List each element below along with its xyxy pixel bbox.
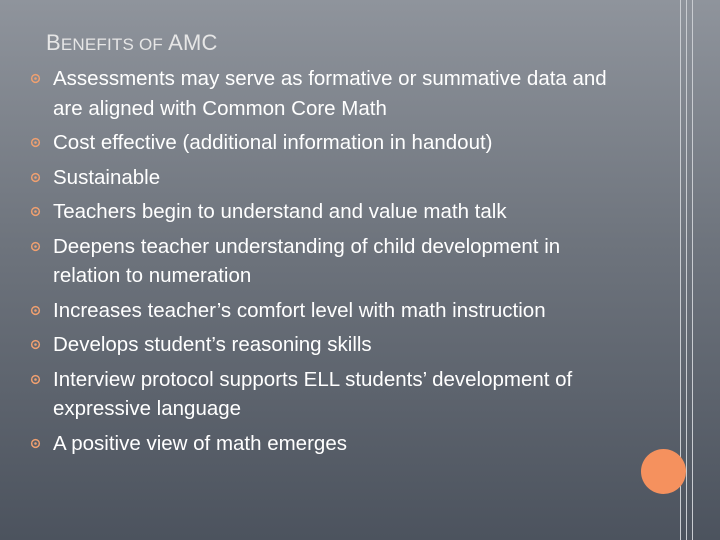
bullet-item xyxy=(28,330,628,360)
sun-bullet-icon xyxy=(30,73,41,84)
bullet-item xyxy=(28,365,628,424)
bullet-text: Deepens teacher understanding of child development in relation to numeration xyxy=(53,234,561,287)
sun-bullet-icon xyxy=(30,137,41,148)
title-lead: B xyxy=(46,30,61,55)
sun-bullet-icon xyxy=(30,305,41,316)
slide-title xyxy=(46,30,218,56)
sun-bullet-icon xyxy=(30,374,41,385)
bullet-text: Teachers begin to understand and value math talk xyxy=(53,200,507,223)
bullet-item xyxy=(28,197,628,227)
sun-bullet-icon xyxy=(30,438,41,449)
bullet-text: Increases teacher’s comfort level with math instruction xyxy=(53,298,546,322)
bullet-text: Cost effective (additional information in handout) xyxy=(53,131,493,154)
bullet-text: Interview protocol supports ELL students’ development of expressive language xyxy=(53,367,573,420)
title-end: AMC xyxy=(163,30,218,55)
bullet-list xyxy=(28,64,628,463)
sun-bullet-icon xyxy=(30,206,41,217)
edge-line-2 xyxy=(686,0,687,540)
bullet-text: A positive view of math emerges xyxy=(53,431,347,455)
bullet-text: Sustainable xyxy=(53,165,161,189)
edge-line-3 xyxy=(692,0,693,540)
sun-bullet-icon xyxy=(30,241,41,252)
sun-bullet-icon xyxy=(30,339,41,350)
bullet-item xyxy=(28,64,628,123)
bullet-item xyxy=(28,296,628,326)
bullet-item xyxy=(28,429,628,459)
bullet-item xyxy=(28,232,628,291)
bullet-item xyxy=(28,128,628,158)
title-small-caps: ENEFITS OF xyxy=(60,35,163,54)
bullet-text: Develops student’s reasoning skills xyxy=(53,333,372,356)
bullet-text: Assessments may serve as formative or summative data and are aligned with Common Core Math xyxy=(53,67,607,120)
bullet-item xyxy=(28,163,628,193)
sun-bullet-icon xyxy=(30,172,41,183)
decorative-circle xyxy=(641,449,686,494)
